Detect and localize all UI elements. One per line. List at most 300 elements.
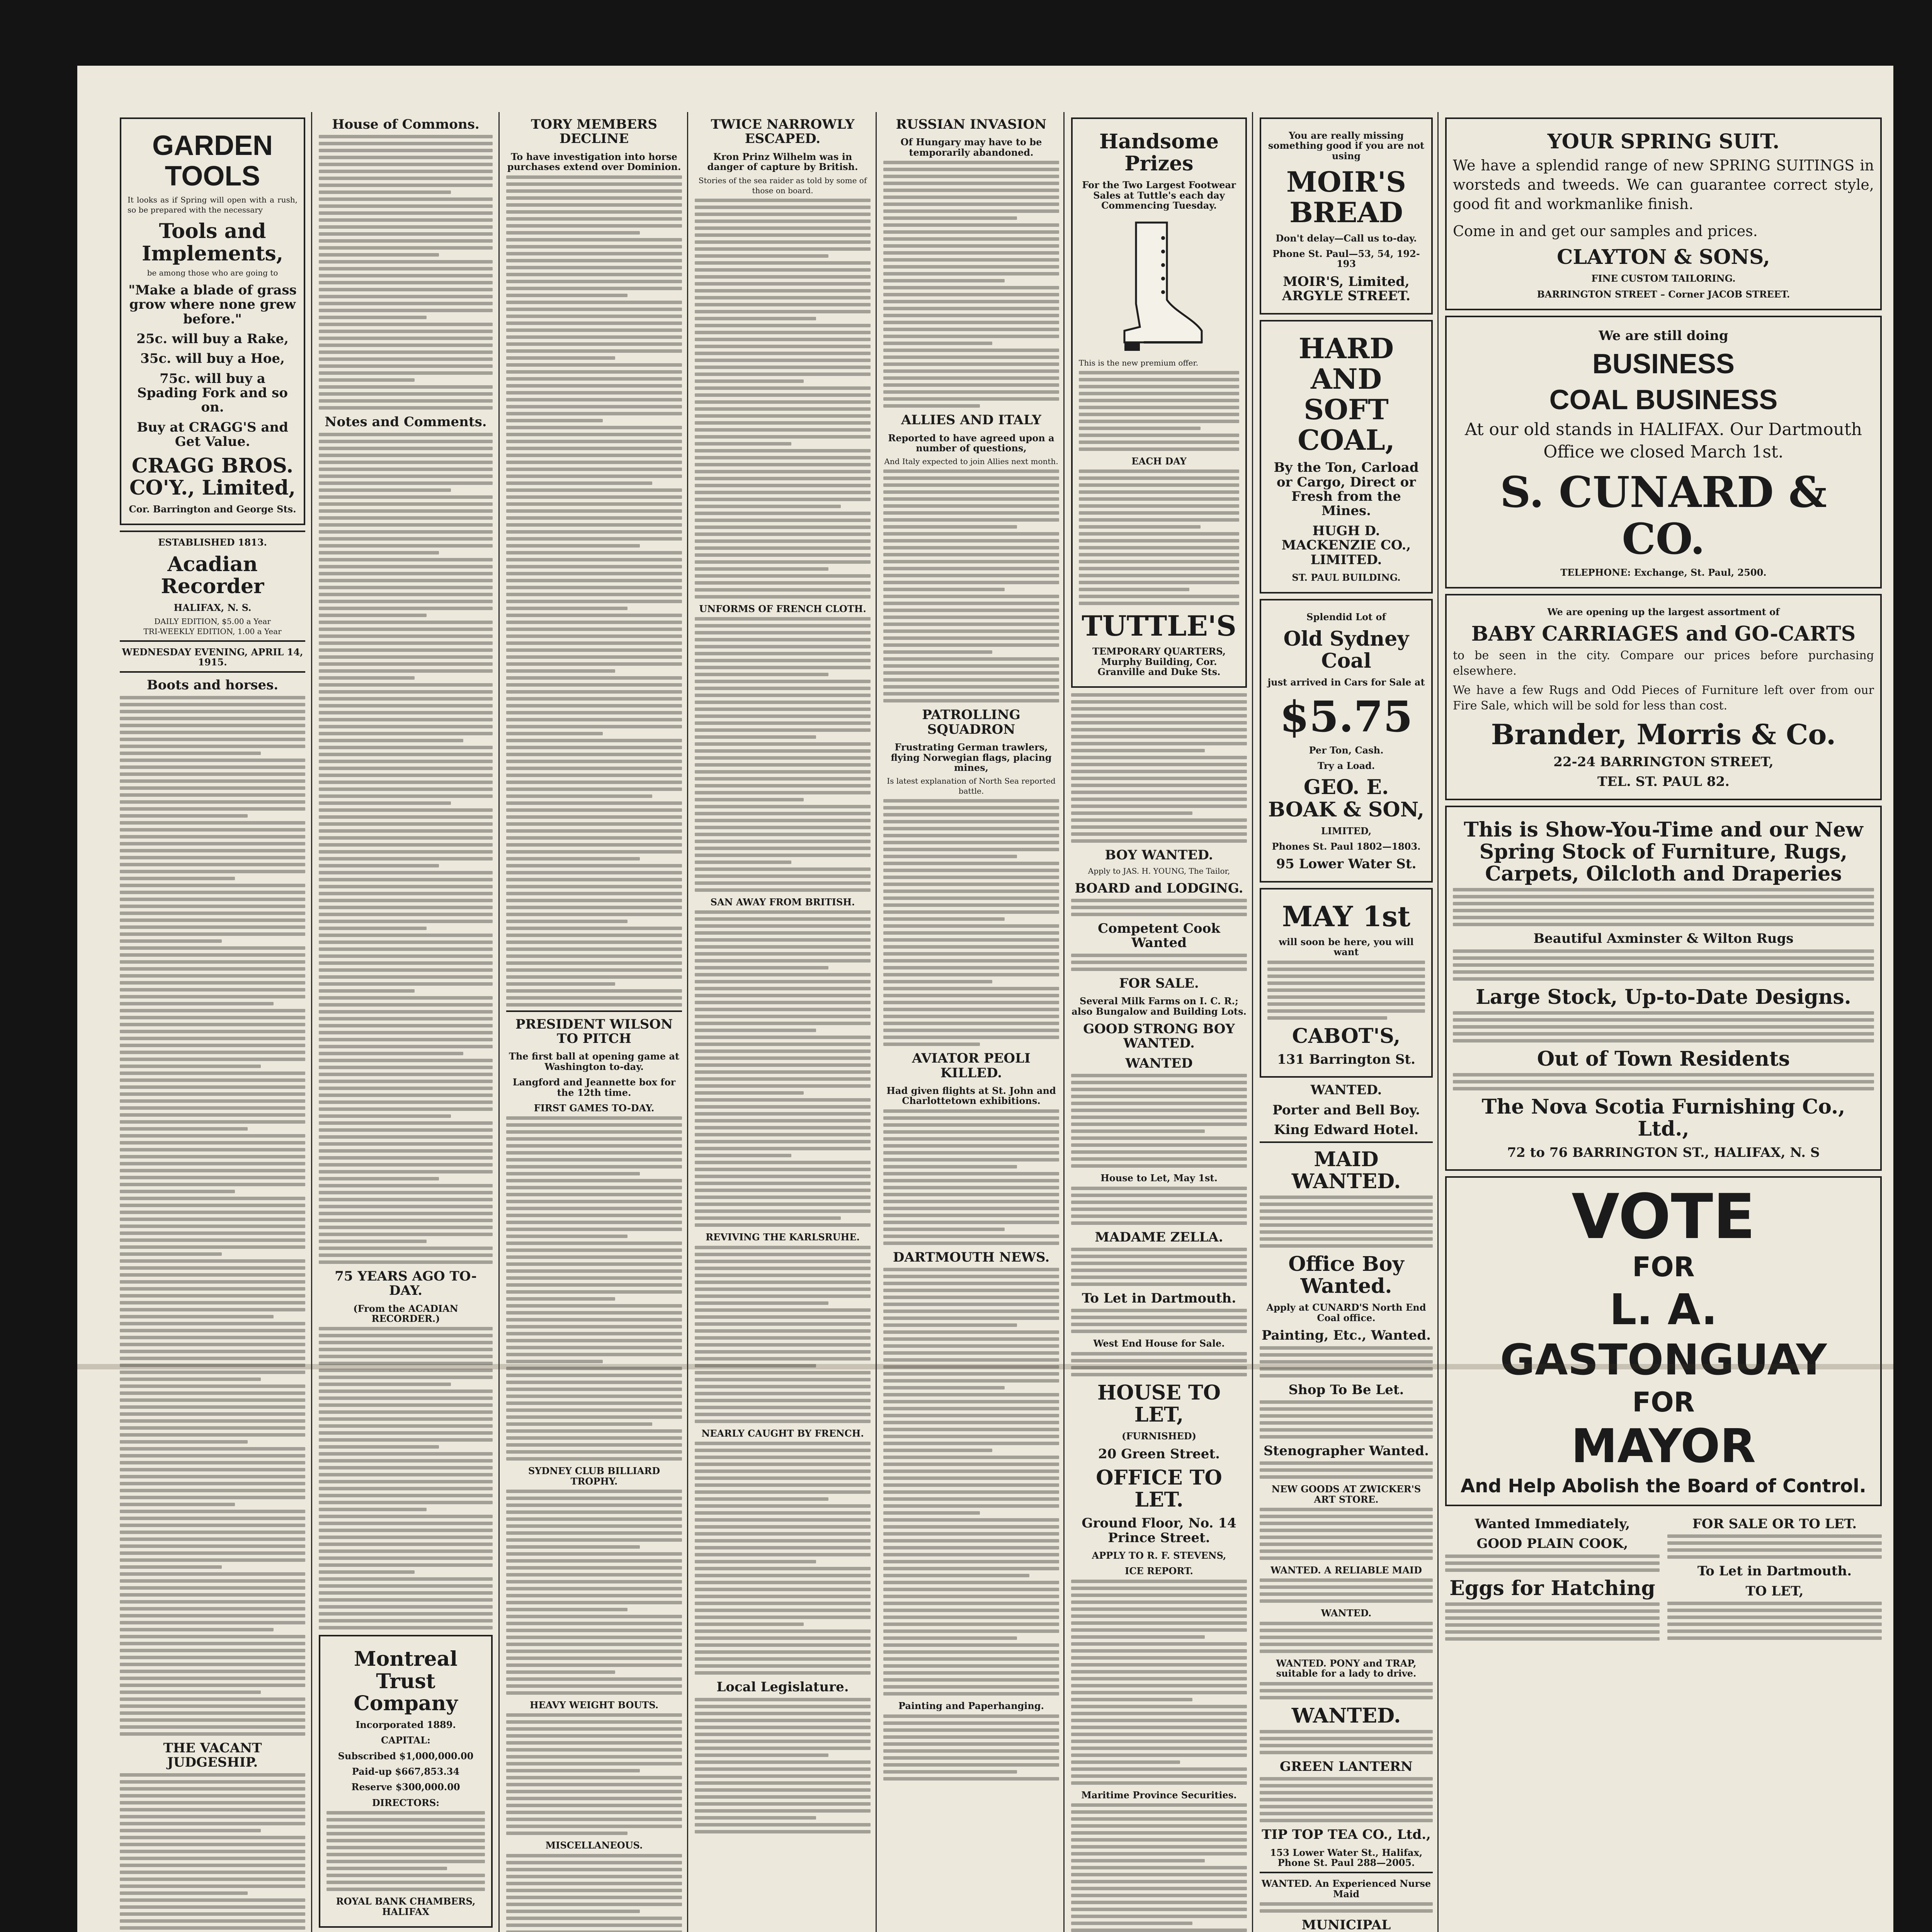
text-line xyxy=(1079,469,1239,473)
text-line xyxy=(120,738,305,741)
text-line xyxy=(695,1616,871,1619)
text-line xyxy=(695,1281,871,1284)
text-line xyxy=(506,461,682,464)
text-line xyxy=(695,470,871,473)
text-line xyxy=(319,142,493,145)
text-line xyxy=(319,579,493,582)
text-line xyxy=(695,331,871,334)
text-line xyxy=(319,1417,493,1421)
text-line xyxy=(319,204,493,208)
text-line xyxy=(319,1038,493,1041)
masthead-date: WEDNESDAY EVENING, APRIL 14, 1915. xyxy=(122,646,303,668)
article-body xyxy=(319,135,493,410)
text-line xyxy=(1260,1435,1433,1439)
classified-title: Competent Cook Wanted xyxy=(1098,921,1220,951)
text-line xyxy=(695,1823,871,1827)
text-line xyxy=(120,1482,305,1485)
text-line xyxy=(883,1207,1059,1210)
article-body xyxy=(883,799,1059,1046)
text-line xyxy=(319,454,493,457)
text-line xyxy=(506,1200,682,1203)
text-line xyxy=(120,710,305,713)
text-line xyxy=(120,1384,305,1388)
text-line xyxy=(883,595,1059,598)
article-deck: Is latest explanation of North Sea reported battle. xyxy=(887,776,1056,796)
text-line xyxy=(695,379,804,383)
text-line xyxy=(506,1490,682,1493)
text-line xyxy=(695,812,871,815)
text-line xyxy=(883,629,1059,633)
coal-business-ad xyxy=(1445,316,1882,588)
text-line xyxy=(695,770,871,774)
text-line xyxy=(695,645,871,648)
text-line xyxy=(506,294,628,297)
ad-body xyxy=(327,1811,485,1891)
text-line xyxy=(695,206,871,209)
text-line xyxy=(695,1574,871,1577)
text-line xyxy=(319,1121,493,1125)
text-line xyxy=(1071,1824,1247,1828)
text-line xyxy=(120,1127,248,1131)
text-line xyxy=(883,1296,1059,1299)
text-line xyxy=(1260,1592,1433,1596)
text-line xyxy=(120,1905,305,1909)
text-line xyxy=(120,1141,305,1145)
text-line xyxy=(506,1896,682,1899)
article-subtitle: NEARLY CAUGHT BY FRENCH. xyxy=(701,1427,864,1439)
text-line xyxy=(319,170,493,173)
text-line xyxy=(506,1769,640,1772)
text-line xyxy=(319,878,493,881)
text-line xyxy=(1079,539,1239,543)
ad-text: TELEPHONE: Exchange, St. Paul, 2500. xyxy=(1560,566,1767,578)
text-line xyxy=(120,1489,305,1492)
text-line xyxy=(506,468,682,471)
text-line xyxy=(883,1186,1059,1189)
text-line xyxy=(120,1822,305,1825)
text-line xyxy=(695,1209,871,1213)
text-line xyxy=(1071,749,1205,752)
text-line xyxy=(695,833,871,836)
text-line xyxy=(1260,1202,1433,1206)
text-line xyxy=(506,822,682,826)
text-line xyxy=(120,891,305,894)
text-line xyxy=(1071,1712,1247,1715)
article-body xyxy=(506,175,682,1007)
text-line xyxy=(120,1656,305,1659)
text-line xyxy=(120,1245,305,1249)
text-line xyxy=(1071,1255,1247,1258)
classified-title: MADAME ZELLA. xyxy=(1095,1229,1223,1245)
text-line xyxy=(120,988,305,992)
text-line xyxy=(319,1219,493,1222)
text-line xyxy=(506,301,682,304)
text-line xyxy=(1453,888,1874,891)
text-line xyxy=(695,1294,871,1298)
text-line xyxy=(695,588,871,592)
text-line xyxy=(695,317,816,320)
text-line xyxy=(1071,1143,1247,1147)
text-line xyxy=(120,835,305,838)
column-rule xyxy=(1063,112,1065,1932)
text-line xyxy=(319,934,493,937)
text-line xyxy=(506,224,682,228)
text-line xyxy=(319,1348,493,1351)
text-line xyxy=(883,1525,1059,1529)
text-line xyxy=(319,1184,493,1187)
text-line xyxy=(319,1501,493,1504)
text-line xyxy=(1071,1587,1247,1590)
text-line xyxy=(1079,490,1239,494)
text-line xyxy=(506,1656,682,1660)
text-line xyxy=(695,261,871,265)
text-line xyxy=(1071,1774,1247,1778)
text-line xyxy=(506,516,682,520)
text-line xyxy=(120,1670,305,1673)
text-line xyxy=(695,1350,871,1354)
text-line xyxy=(883,1518,1059,1522)
text-line xyxy=(695,1343,871,1347)
text-line xyxy=(695,1202,871,1206)
text-line xyxy=(506,544,640,548)
text-line xyxy=(506,315,682,318)
text-line xyxy=(319,1563,493,1567)
text-line xyxy=(506,1663,682,1667)
text-line xyxy=(695,1154,791,1157)
text-line xyxy=(695,442,791,446)
text-line xyxy=(695,1420,871,1423)
text-line xyxy=(1071,763,1247,766)
text-line xyxy=(883,497,1059,501)
text-line xyxy=(695,652,871,655)
text-line xyxy=(695,1740,871,1743)
text-line xyxy=(319,537,493,541)
text-line xyxy=(120,1037,305,1040)
text-line xyxy=(1071,1915,1247,1918)
text-line xyxy=(120,960,305,964)
classified-text: Porter and Bell Boy. xyxy=(1272,1102,1420,1118)
article-title: RUSSIAN INVASION xyxy=(896,117,1047,132)
text-line xyxy=(695,268,871,272)
text-line xyxy=(120,1773,305,1777)
ad-text: You are really missing something good if you are not using xyxy=(1268,130,1425,162)
text-line xyxy=(120,1586,305,1590)
text-line xyxy=(319,899,493,902)
text-line xyxy=(319,1556,493,1560)
text-line xyxy=(319,1142,493,1146)
classified-text: (FURNISHED) xyxy=(1122,1430,1196,1442)
text-line xyxy=(695,1490,871,1494)
ad-item: 35c. will buy a Hoe, xyxy=(140,351,285,367)
ad-text: just arrived in Cars for Sale at xyxy=(1267,677,1425,688)
text-line xyxy=(319,1403,493,1407)
text-line xyxy=(120,1092,305,1096)
text-line xyxy=(883,1179,1059,1182)
text-line xyxy=(883,175,1059,178)
text-line xyxy=(319,1226,493,1229)
text-line xyxy=(1260,1414,1433,1418)
text-line xyxy=(1260,1599,1433,1603)
text-line xyxy=(120,967,305,971)
text-line xyxy=(506,175,682,179)
text-line xyxy=(695,973,871,976)
column-2 xyxy=(319,112,493,1932)
text-line xyxy=(695,861,791,864)
article-body xyxy=(120,696,305,1736)
text-line xyxy=(506,1158,682,1162)
text-line xyxy=(506,1524,682,1528)
text-line xyxy=(120,1065,261,1068)
text-line xyxy=(120,745,305,748)
text-line xyxy=(695,1091,804,1095)
text-line xyxy=(1071,1767,1247,1771)
text-line xyxy=(506,308,682,311)
text-line xyxy=(506,753,682,756)
column-8 xyxy=(1445,112,1882,1932)
classified-body xyxy=(1071,899,1247,916)
text-line xyxy=(506,1269,682,1273)
article-deck: To have investigation into horse purchases extend over Dominion. xyxy=(507,151,681,173)
text-line xyxy=(319,1459,493,1463)
text-line xyxy=(883,931,1059,935)
text-line xyxy=(695,1399,871,1402)
text-line xyxy=(506,982,615,986)
text-line xyxy=(120,1287,305,1291)
text-line xyxy=(695,867,871,871)
text-line xyxy=(120,1919,305,1923)
text-line xyxy=(695,414,871,418)
text-line xyxy=(695,484,871,487)
article-body xyxy=(883,161,1059,408)
text-line xyxy=(695,728,871,732)
text-line xyxy=(506,1325,682,1328)
text-line xyxy=(1079,476,1239,480)
text-line xyxy=(1071,1760,1180,1764)
classified-title: WANTED. xyxy=(1321,1607,1372,1619)
text-line xyxy=(120,696,305,699)
article-deck: Kron Prinz Wilhelm was in danger of capture by British. xyxy=(707,151,858,173)
text-line xyxy=(1079,440,1239,444)
text-line xyxy=(695,1322,871,1326)
text-line xyxy=(883,1588,1059,1591)
text-line xyxy=(506,481,652,485)
ad-text: Splendid Lot of xyxy=(1306,611,1386,623)
text-line xyxy=(1667,1534,1882,1538)
text-line xyxy=(506,1594,682,1597)
text-line xyxy=(327,1881,485,1884)
text-line xyxy=(695,680,871,683)
classified-title: HOUSE TO LET, xyxy=(1097,1381,1221,1427)
ad-text: At our old stands in HALIFAX. Our Dartmouth Office we closed March 1st. xyxy=(1465,419,1862,462)
text-line xyxy=(120,1454,305,1458)
text-line xyxy=(695,1043,871,1046)
text-line xyxy=(506,1318,682,1321)
classified-body xyxy=(1260,1578,1433,1603)
text-line xyxy=(120,1725,305,1729)
text-line xyxy=(695,1595,871,1598)
text-line xyxy=(1260,1737,1433,1740)
text-line xyxy=(883,588,1005,591)
text-line xyxy=(120,1169,305,1172)
text-line xyxy=(120,1475,305,1478)
text-line xyxy=(695,1712,871,1715)
text-line xyxy=(120,1794,305,1798)
text-line xyxy=(120,779,305,783)
text-line xyxy=(883,1358,1059,1362)
text-line xyxy=(319,1080,493,1083)
column-1 xyxy=(120,112,305,1932)
text-line xyxy=(319,1260,493,1264)
classified-title: House to Let, May 1st. xyxy=(1100,1172,1218,1184)
text-line xyxy=(695,1182,871,1185)
text-line xyxy=(1071,1810,1247,1814)
text-line xyxy=(319,274,493,277)
ad-address: BARRINGTON STREET – Corner JACOB STREET. xyxy=(1537,288,1790,300)
text-line xyxy=(695,624,871,628)
text-line xyxy=(883,650,992,654)
text-line xyxy=(883,1581,1059,1584)
text-line xyxy=(883,903,1059,907)
text-line xyxy=(319,1253,493,1257)
text-line xyxy=(319,794,493,798)
text-line xyxy=(319,1045,493,1048)
text-line xyxy=(883,1337,1059,1341)
text-line xyxy=(120,1078,305,1082)
article-title: THE VACANT JUDGESHIP. xyxy=(163,1740,262,1770)
text-line xyxy=(319,572,493,575)
text-line xyxy=(506,1290,682,1294)
text-line xyxy=(506,787,682,791)
text-line xyxy=(1453,1087,1874,1090)
text-line xyxy=(1071,1309,1247,1312)
text-line xyxy=(1071,961,1247,964)
text-line xyxy=(327,1853,485,1856)
text-line xyxy=(1071,1194,1247,1197)
text-line xyxy=(506,1587,682,1590)
text-line xyxy=(1079,602,1239,605)
text-line xyxy=(319,746,493,749)
text-line xyxy=(120,1898,305,1902)
classified-body xyxy=(1260,1400,1433,1439)
text-line xyxy=(1260,1636,1433,1639)
text-line xyxy=(506,1297,615,1301)
text-line xyxy=(506,1255,682,1259)
text-line xyxy=(506,342,682,346)
text-line xyxy=(695,254,828,258)
ad-body xyxy=(1453,949,1874,981)
text-line xyxy=(506,940,682,944)
text-line xyxy=(319,218,493,222)
text-line xyxy=(506,370,682,374)
text-line xyxy=(695,1287,871,1291)
text-line xyxy=(883,490,1059,494)
text-line xyxy=(695,784,871,787)
text-line xyxy=(695,1456,871,1459)
text-line xyxy=(319,378,415,382)
ad-body xyxy=(1079,371,1239,451)
text-line xyxy=(695,763,871,767)
article-body xyxy=(506,1854,682,1932)
text-line xyxy=(120,1134,305,1138)
text-line xyxy=(506,1517,682,1521)
text-line xyxy=(319,1031,493,1034)
text-line xyxy=(319,281,493,284)
text-line xyxy=(1071,1740,1247,1743)
text-line xyxy=(695,791,871,794)
text-line xyxy=(506,1193,682,1196)
text-line xyxy=(319,975,493,979)
ad-text: Per Ton, Cash. xyxy=(1309,744,1384,756)
text-line xyxy=(506,600,682,603)
text-line xyxy=(883,1756,1059,1760)
text-line xyxy=(695,1022,871,1025)
text-line xyxy=(506,1304,682,1308)
text-line xyxy=(1071,1887,1247,1890)
text-line xyxy=(695,407,871,411)
ad-text: Don't delay—Call us to-day. xyxy=(1276,232,1417,244)
text-line xyxy=(120,877,235,880)
ad-body xyxy=(1453,1073,1874,1090)
text-line xyxy=(120,1099,305,1103)
text-line xyxy=(120,918,305,922)
text-line xyxy=(1445,1623,1660,1627)
text-line xyxy=(120,1579,305,1583)
text-line xyxy=(1071,693,1247,697)
text-line xyxy=(120,1704,305,1708)
text-line xyxy=(883,1560,1059,1563)
text-line xyxy=(1260,1819,1433,1822)
text-line xyxy=(319,954,493,958)
text-line xyxy=(506,1755,682,1759)
text-line xyxy=(695,959,871,963)
text-line xyxy=(695,1698,871,1701)
text-line xyxy=(1260,1543,1433,1546)
text-line xyxy=(1260,1578,1433,1582)
text-line xyxy=(319,558,493,561)
text-line xyxy=(883,196,1059,199)
text-line xyxy=(695,1301,828,1305)
text-line xyxy=(695,310,871,313)
text-line xyxy=(120,1551,305,1555)
text-line xyxy=(506,1388,682,1391)
text-line xyxy=(883,404,980,408)
text-line xyxy=(1071,1901,1247,1904)
text-line xyxy=(120,1711,305,1715)
ad-text: We have a splendid range of new SPRING SUITINGS in worsteds and tweeds. We can guarantee correct style, good fit and workmanlike finish. xyxy=(1453,157,1874,213)
text-line xyxy=(883,518,1059,522)
text-line xyxy=(883,342,992,345)
text-line xyxy=(1260,1475,1433,1479)
text-line xyxy=(695,881,871,885)
text-line xyxy=(695,352,871,355)
text-line xyxy=(506,530,682,534)
text-line xyxy=(695,1133,871,1136)
text-line xyxy=(327,1825,485,1828)
text-line xyxy=(1260,1508,1433,1511)
text-line xyxy=(695,617,871,621)
text-line xyxy=(506,391,682,395)
classified-body xyxy=(1667,1534,1882,1559)
text-line xyxy=(695,874,871,878)
ad-text: Incorporated 1889. xyxy=(355,1719,456,1730)
text-line xyxy=(695,631,871,634)
article-title: 75 YEARS AGO TO-DAY. xyxy=(335,1268,477,1299)
text-line xyxy=(506,454,682,457)
text-line xyxy=(319,1522,493,1525)
text-line xyxy=(695,456,871,459)
text-line xyxy=(695,282,871,286)
text-line xyxy=(695,1161,871,1164)
